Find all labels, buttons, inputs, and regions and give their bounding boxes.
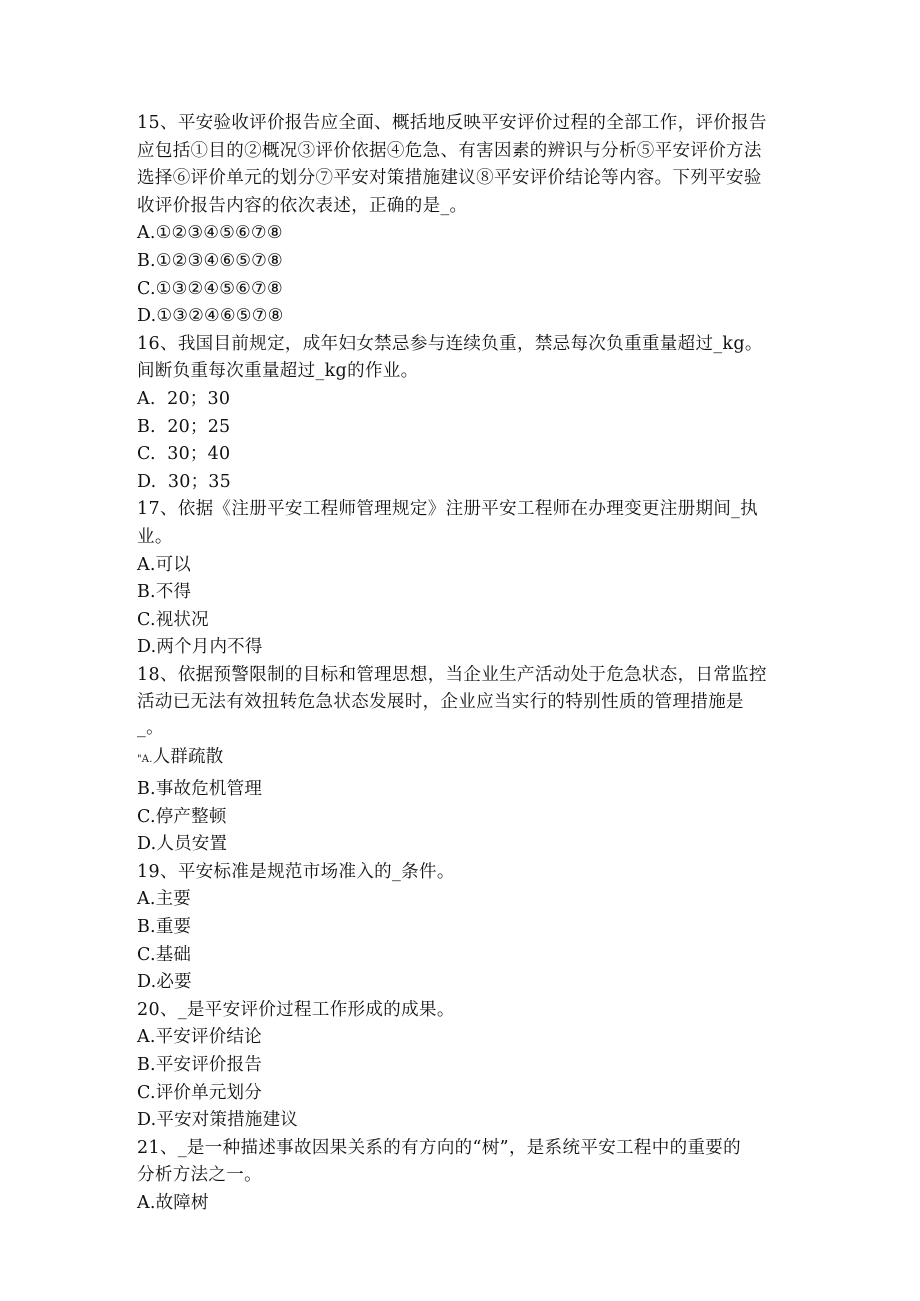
option-b: B.①②③④⑥⑤⑦⑧ xyxy=(137,250,283,271)
question-17 xyxy=(137,496,797,662)
option-c: C.停产整顿 xyxy=(137,806,227,827)
question-stem-line: 17、依据《注册平安工程师管理规定》注册平安工程师在办理变更注册期间_执 xyxy=(137,499,759,520)
option-a: A.可以 xyxy=(137,554,192,575)
question-20 xyxy=(137,997,797,1135)
question-stem-line: 间断负重每次重量超过_kg的作业。 xyxy=(137,361,419,382)
question-stem-line: 活动已无法有效扭转危急状态发展时，企业应当实行的特别性质的管理措施是 xyxy=(137,692,744,713)
option-c: C.①③②④⑤⑥⑦⑧ xyxy=(137,278,283,299)
option-a: A.①②③④⑤⑥⑦⑧ xyxy=(137,223,283,244)
option-d: D.必要 xyxy=(137,972,192,993)
option-a: A.主要 xyxy=(137,889,192,910)
option-b: B.不得 xyxy=(137,582,192,603)
question-stem-line: 业。 xyxy=(137,526,173,547)
option-b: B.平安评价报告 xyxy=(137,1055,263,1075)
option-c: C.基础 xyxy=(137,944,192,965)
option-a-prefix: "A. xyxy=(137,754,153,766)
option-a xyxy=(137,739,797,776)
option-d: D.①③②④⑥⑤⑦⑧ xyxy=(137,306,284,327)
question-stem-line: 收评价报告内容的依次表述，正确的是_。 xyxy=(137,195,468,216)
question-15 xyxy=(137,110,797,331)
question-21 xyxy=(137,1135,797,1218)
document-page xyxy=(137,110,797,1218)
option-b: B.重要 xyxy=(137,917,192,938)
option-a: A.平安评价结论 xyxy=(137,1027,262,1048)
question-stem-line: 20、_是平安评价过程工作形成的成果。 xyxy=(137,999,455,1020)
option-c: C.视状况 xyxy=(137,609,209,630)
option-c: C.评价单元划分 xyxy=(137,1082,262,1103)
question-stem-line: 选择⑥评价单元的划分⑦平安对策措施建议⑧平安评价结论等内容。下列平安验 xyxy=(137,168,762,189)
option-b: B.事故危机管理 xyxy=(137,779,263,800)
question-stem-line: 18、依据预警限制的目标和管理思想，当企业生产活动处于危急状态，日常监控 xyxy=(137,664,767,685)
question-18 xyxy=(137,662,797,859)
question-stem-line: 21、_是一种描述事故因果关系的有方向的“树”，是系统平安工程中的重要的 xyxy=(137,1137,742,1158)
question-stem-line: 16、我国目前规定，成年妇女禁忌参与连续负重，禁忌每次负重重量超过_kg。 xyxy=(137,333,763,354)
option-d: D.人员安置 xyxy=(137,834,228,855)
question-stem-line: _。 xyxy=(137,718,164,739)
question-stem-line: 15、平安验收评价报告应全面、概括地反映平安评价过程的全部工作，评价报告 xyxy=(137,113,767,133)
question-stem-line: 分析方法之一。 xyxy=(137,1165,262,1186)
option-d: D. 30；35 xyxy=(137,471,231,492)
question-19 xyxy=(137,859,797,997)
option-b: B. 20；25 xyxy=(137,416,231,437)
question-stem-line: 应包括①目的②概况③评价依据④危急、有害因素的辨识与分析⑤平安评价方法 xyxy=(137,140,762,161)
option-a: A. 20；30 xyxy=(137,388,231,409)
option-d: D.平安对策措施建议 xyxy=(137,1110,298,1131)
option-d: D.两个月内不得 xyxy=(137,637,263,658)
question-stem-line: 19、平安标准是规范市场准入的_条件。 xyxy=(137,861,455,882)
option-a: A.故障树 xyxy=(137,1192,209,1213)
option-a-text: 人群疏散 xyxy=(152,747,224,768)
question-16 xyxy=(137,331,797,497)
option-c: C. 30；40 xyxy=(137,444,231,465)
